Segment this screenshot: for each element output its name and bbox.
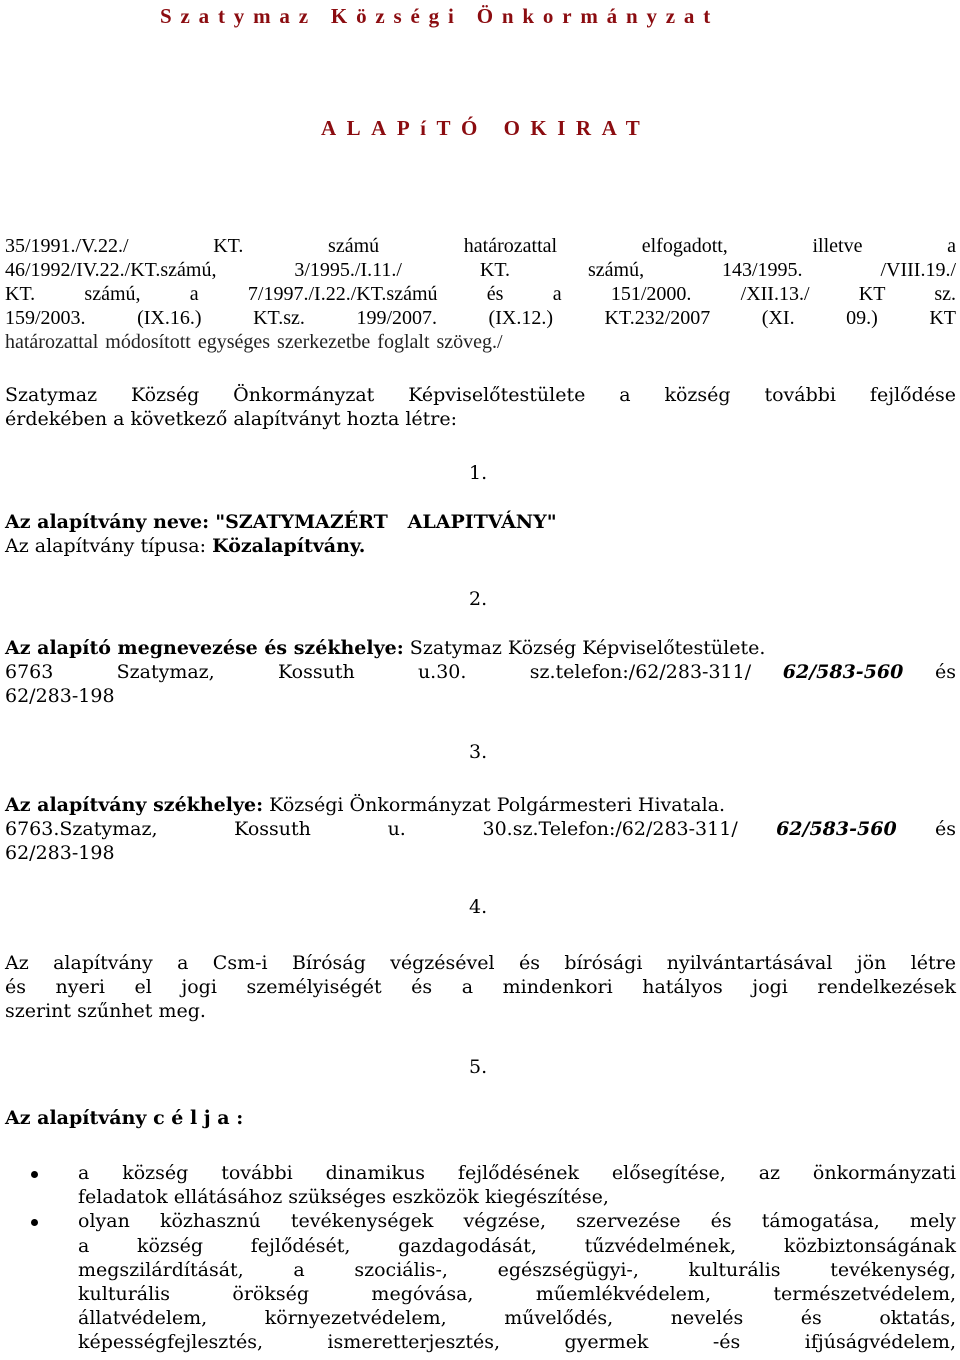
- goal-list-item: [5, 1161, 956, 1209]
- section-number-1: 1.: [469, 462, 488, 484]
- intro-line: érdekében a következő alapítványt hozta létre:: [5, 408, 458, 430]
- organization-header: Szatymaz Községi Önkormányzat: [160, 4, 720, 28]
- founder-phone-extra: 62/283-198: [5, 685, 115, 707]
- founder-phone-and: és: [934, 661, 956, 683]
- bullet-icon: [31, 1219, 38, 1226]
- preamble-line: 46/1992/IV.22./KT.számú, 3/1995./I.11./ KT. számú, 143/1995. /VIII.19./: [5, 259, 956, 281]
- foundation-type-label: Az alapítvány típusa:: [5, 535, 207, 557]
- section-number-2: 2.: [469, 588, 488, 610]
- foundation-type-end: .: [358, 535, 366, 557]
- section-2: [5, 636, 956, 708]
- preamble-line: 159/2003. (IX.16.) KT.sz. 199/2007. (IX.12.) KT.232/2007 (XI. 09.) KT: [5, 307, 956, 329]
- seat-phone-highlight: 62/583-560: [776, 818, 897, 840]
- foundation-name-label: Az alapítvány neve:: [5, 511, 210, 533]
- goal-label: Az alapítvány c é l j a :: [5, 1107, 244, 1129]
- goal-list: [5, 1161, 956, 1355]
- preamble: [5, 234, 956, 354]
- section-number-3: 3.: [469, 741, 488, 763]
- goal-line: képességfejlesztés, ismeretterjesztés, gyermek -és ifjúságvédelem,: [78, 1331, 956, 1354]
- preamble-line: 35/1991./V.22./ KT. számú határozattal elfogadott, illetve a: [5, 235, 956, 257]
- preamble-line: határozattal módosított egységes szerkezetbe foglalt szöveg./: [5, 331, 503, 353]
- section-number-4: 4.: [469, 896, 488, 918]
- section-4-line: és nyeri el jogi személyiségét és a mindenkori hatályos jogi rendelkezések: [5, 976, 956, 998]
- foundation-type-value: Közalapítvány: [212, 535, 359, 557]
- goal-line: kulturális örökség megóvása, műemlékvédelem, természetvédelem,: [78, 1283, 956, 1306]
- seat-label: Az alapítvány székhelye:: [5, 794, 264, 816]
- founder-row: [5, 636, 956, 660]
- goal-line: megszilárdítását, a szociális-, egészségügyi-, kulturális tevékenység,: [78, 1258, 956, 1281]
- founder-phone-highlight: 62/583-560: [782, 661, 904, 683]
- foundation-name-row: [5, 510, 956, 534]
- seat-address: 6763.Szatymaz, Kossuth u. 30.sz.Telefon:/62/283-311/: [5, 818, 738, 840]
- section-3: [5, 793, 956, 865]
- seat-row: [5, 793, 956, 817]
- bullet-icon: [31, 1171, 38, 1178]
- preamble-line: KT. számú, a 7/1997./I.22./KT.számú és a 151/2000. /XII.13./ KT sz.: [5, 283, 956, 305]
- goal-line: feladatok ellátásához szükséges eszközök kiegészítése,: [78, 1186, 609, 1209]
- goal-line: a község további dinamikus fejlődésének elősegítése, az önkormányzati: [78, 1162, 956, 1184]
- intro-paragraph: [5, 383, 956, 431]
- seat-value: Községi Önkormányzat Polgármesteri Hivatala.: [269, 794, 726, 816]
- section-number-5: 5.: [469, 1056, 488, 1078]
- section-1: [5, 510, 956, 558]
- document-title: ALAPíTÓ OKIRAT: [321, 116, 651, 140]
- founder-label: Az alapító megnevezése és székhelye:: [5, 637, 404, 659]
- section-4: [5, 951, 956, 1023]
- seat-phone-extra: 62/283-198: [5, 842, 115, 864]
- founder-value: Szatymaz Község Képviselőtestülete.: [409, 637, 766, 659]
- section-5-goal-heading: [5, 1106, 956, 1130]
- seat-address-row: [5, 817, 956, 841]
- section-4-line: Az alapítvány a Csm-i Bíróság végzésével és bírósági nyilvántartásával jön létre: [5, 952, 956, 974]
- goal-list-item: [5, 1209, 956, 1354]
- goal-line: a község fejlődését, gazdagodását, tűzvédelmének, közbiztonságának: [78, 1234, 956, 1257]
- founder-address-row: [5, 660, 956, 684]
- goal-line: állatvédelem, környezetvédelem, művelődés, nevelés és oktatás,: [78, 1307, 956, 1330]
- foundation-type-row: [5, 534, 956, 558]
- goal-line: olyan közhasznú tevékenységek végzése, szervezése és támogatása, mely: [78, 1210, 956, 1233]
- seat-phone-and: és: [935, 818, 957, 840]
- founder-address: 6763 Szatymaz, Kossuth u.30. sz.telefon:/62/283-311/: [5, 661, 752, 683]
- foundation-name-value: "SZATYMAZÉRT ALAPITVÁNY": [215, 511, 557, 533]
- intro-line: Szatymaz Község Önkormányzat Képviselőtestülete a község további fejlődése: [5, 384, 956, 406]
- section-4-line: szerint szűnhet meg.: [5, 1000, 206, 1022]
